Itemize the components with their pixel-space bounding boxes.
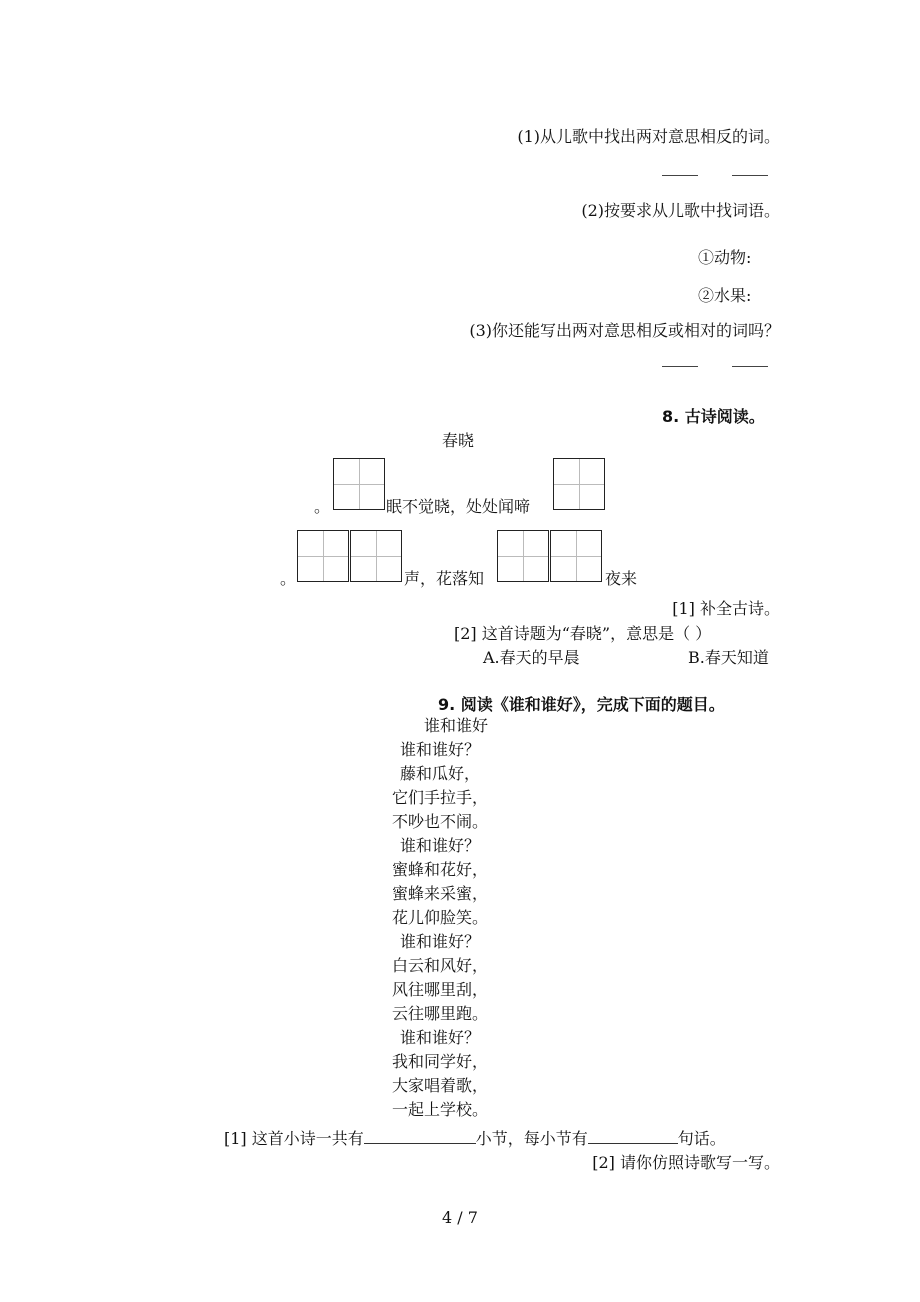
question-9-1: [1] 这首小诗一共有 小节，每小节有 句话。: [224, 1129, 726, 1148]
question-7-2: (2)按要求从儿歌中找词语。: [581, 201, 780, 220]
poem-line: 白云和风好，: [391, 956, 488, 975]
poem-line-1-text: 眠不觉晓，处处闻啼: [386, 497, 531, 516]
poem-line: 谁和谁好？: [399, 740, 480, 759]
poem-line: 藤和瓜好，: [399, 764, 480, 783]
answer-line: [732, 175, 768, 176]
writing-grid-box[interactable]: [497, 530, 549, 582]
poem-line: 云往哪里跑。: [391, 1004, 488, 1023]
poem-line-1-end: 。: [314, 497, 331, 516]
answer-line: [662, 366, 698, 367]
section-8-heading: 8. 古诗阅读。: [662, 407, 765, 426]
question-7-3: (3)你还能写出两对意思相反或相对的词吗？: [469, 321, 780, 340]
question-8-2: [2] 这首诗题为“春晓”，意思是（ ）: [454, 624, 712, 643]
poem-line-2-text: 声，花落知: [404, 569, 485, 588]
poem-title: 春晓: [442, 431, 475, 450]
poem-line: 蜜蜂和花好，: [391, 860, 488, 879]
answer-line: [662, 175, 698, 176]
poem-line: 风往哪里刮，: [391, 980, 488, 999]
writing-grid-box[interactable]: [550, 530, 602, 582]
section-9-heading: 9. 阅读《谁和谁好》，完成下面的题目。: [438, 695, 725, 714]
blank-stanza-count[interactable]: [364, 1129, 476, 1144]
poem-line: 不吵也不闹。: [391, 812, 488, 831]
poem-line: 花儿仰脸笑。: [391, 908, 488, 927]
poem-line: 谁和谁好？: [399, 932, 480, 951]
poem-line: 一起上学校。: [391, 1100, 488, 1119]
writing-grid-box[interactable]: [297, 530, 349, 582]
question-8-1: [1] 补全古诗。: [672, 599, 780, 618]
question-7-1: (1)从儿歌中找出两对意思相反的词。: [517, 127, 780, 146]
option-a: A.春天的早晨: [483, 648, 580, 667]
poem-9-title: 谁和谁好: [424, 716, 489, 735]
writing-grid-box[interactable]: [333, 458, 385, 510]
poem-line: 它们手拉手，: [391, 788, 488, 807]
poem-line: 我和同学好，: [391, 1052, 488, 1071]
question-9-2: [2] 请你仿照诗歌写一写。: [592, 1153, 780, 1172]
poem-line: 谁和谁好？: [399, 1028, 480, 1047]
poem-line-2-tail: 夜来: [605, 569, 638, 588]
answer-line: [732, 366, 768, 367]
writing-grid-box[interactable]: [350, 530, 402, 582]
question-7-2-animal: ①动物:: [698, 248, 752, 267]
option-b: B.春天知道: [688, 648, 769, 667]
poem-line: 谁和谁好？: [399, 836, 480, 855]
poem-9-body: [380, 738, 500, 1122]
poem-line: 蜜蜂来采蜜，: [391, 884, 488, 903]
question-7-2-fruit: ②水果:: [698, 286, 752, 305]
writing-grid-box[interactable]: [553, 458, 605, 510]
page-number: 4 / 7: [442, 1208, 478, 1227]
poem-line-2-end: 。: [280, 569, 297, 588]
poem-line: 大家唱着歌，: [391, 1076, 488, 1095]
blank-line-count[interactable]: [588, 1129, 678, 1144]
